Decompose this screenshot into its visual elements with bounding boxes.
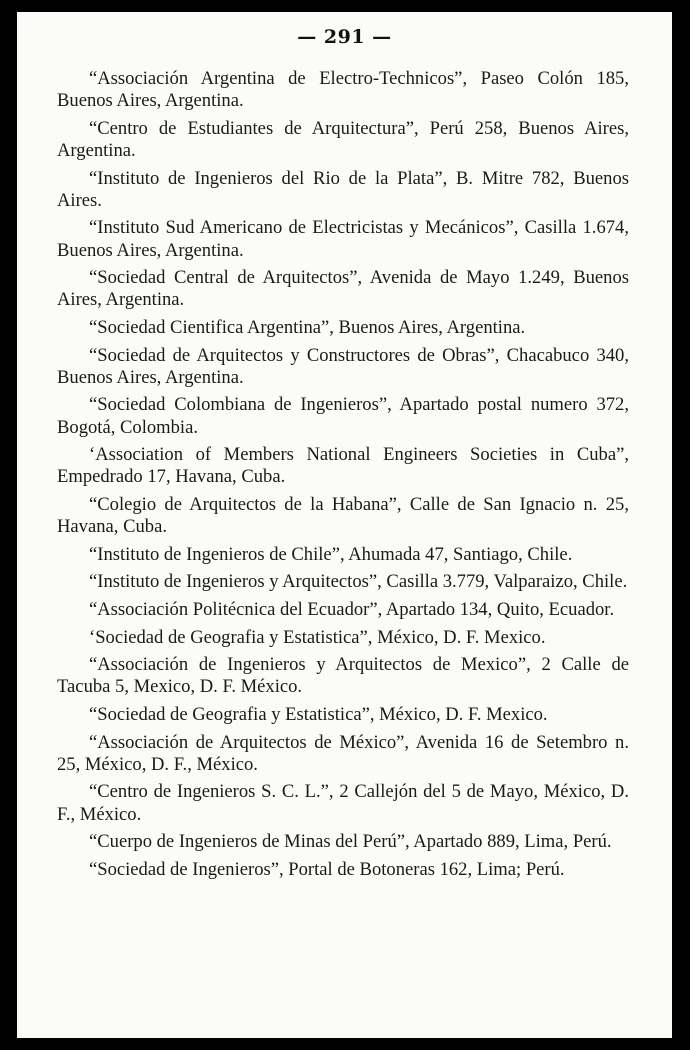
directory-entries: [57, 68, 629, 886]
directory-entry: “Associación de Arquitectos de México”, Avenida 16 de Setembro n. 25, México, D. F., México.: [57, 731, 629, 775]
directory-entry: “Sociedad de Ingenieros”, Portal de Botoneras 162, Lima; Perú.: [89, 858, 565, 880]
directory-entry: “Instituto Sud Americano de Electricistas y Mecánicos”, Casilla 1.674, Buenos Aires, Argentina.: [57, 217, 629, 261]
directory-entry: “Instituto de Ingenieros y Arquitectos”, Casilla 3.779, Valparaizo, Chile.: [89, 571, 628, 593]
directory-entry: “Cuerpo de Ingenieros de Minas del Perú”, Apartado 889, Lima, Perú.: [89, 831, 612, 853]
directory-entry: “Sociedad Colombiana de Ingenieros”, Apartado postal numero 372, Bogotá, Colombia.: [57, 394, 629, 438]
directory-entry: “Associación Argentina de Electro-Technicos”, Paseo Colón 185, Buenos Aires, Argentina.: [57, 68, 629, 112]
directory-entry: “Associación Politécnica del Ecuador”, Apartado 134, Quito, Ecuador.: [89, 598, 615, 620]
page-number: — 291 —: [297, 26, 392, 48]
directory-entry: “Instituto de Ingenieros de Chile”, Ahumada 47, Santiago, Chile.: [89, 543, 573, 565]
directory-entry: “Sociedad de Geografia y Estatistica”, México, D. F. Mexico.: [89, 703, 548, 725]
directory-entry: “Centro de Ingenieros S. C. L.”, 2 Callejón del 5 de Mayo, México, D. F., México.: [57, 781, 629, 825]
directory-entry: “Colegio de Arquitectos de la Habana”, Calle de San Ignacio n. 25, Havana, Cuba.: [57, 493, 629, 538]
directory-entry: “Sociedad de Arquitectos y Constructores de Obras”, Chacabuco 340, Buenos Aires, Argentina.: [57, 344, 629, 388]
directory-entry: “Sociedad Cientifica Argentina”, Buenos Aires, Argentina.: [89, 316, 526, 338]
directory-entry: “Sociedad Central de Arquitectos”, Avenida de Mayo 1.249, Buenos Aires, Argentina.: [57, 267, 629, 311]
directory-entry: “Instituto de Ingenieros del Rio de la Plata”, B. Mitre 782, Buenos Aires.: [57, 167, 629, 211]
directory-entry: ‘Sociedad de Geografia y Estatistica”, México, D. F. Mexico.: [89, 626, 546, 648]
directory-entry: “Centro de Estudiantes de Arquitectura”, Perú 258, Buenos Aires, Argentina.: [57, 117, 629, 161]
directory-entry: “Associación de Ingenieros y Arquitectos de Mexico”, 2 Calle de Tacuba 5, Mexico, D. F. México.: [57, 654, 629, 698]
directory-entry: ‘Association of Members National Engineers Societies in Cuba”, Empedrado 17, Havana, Cuba.: [57, 444, 629, 488]
scanned-page: [17, 12, 672, 1038]
